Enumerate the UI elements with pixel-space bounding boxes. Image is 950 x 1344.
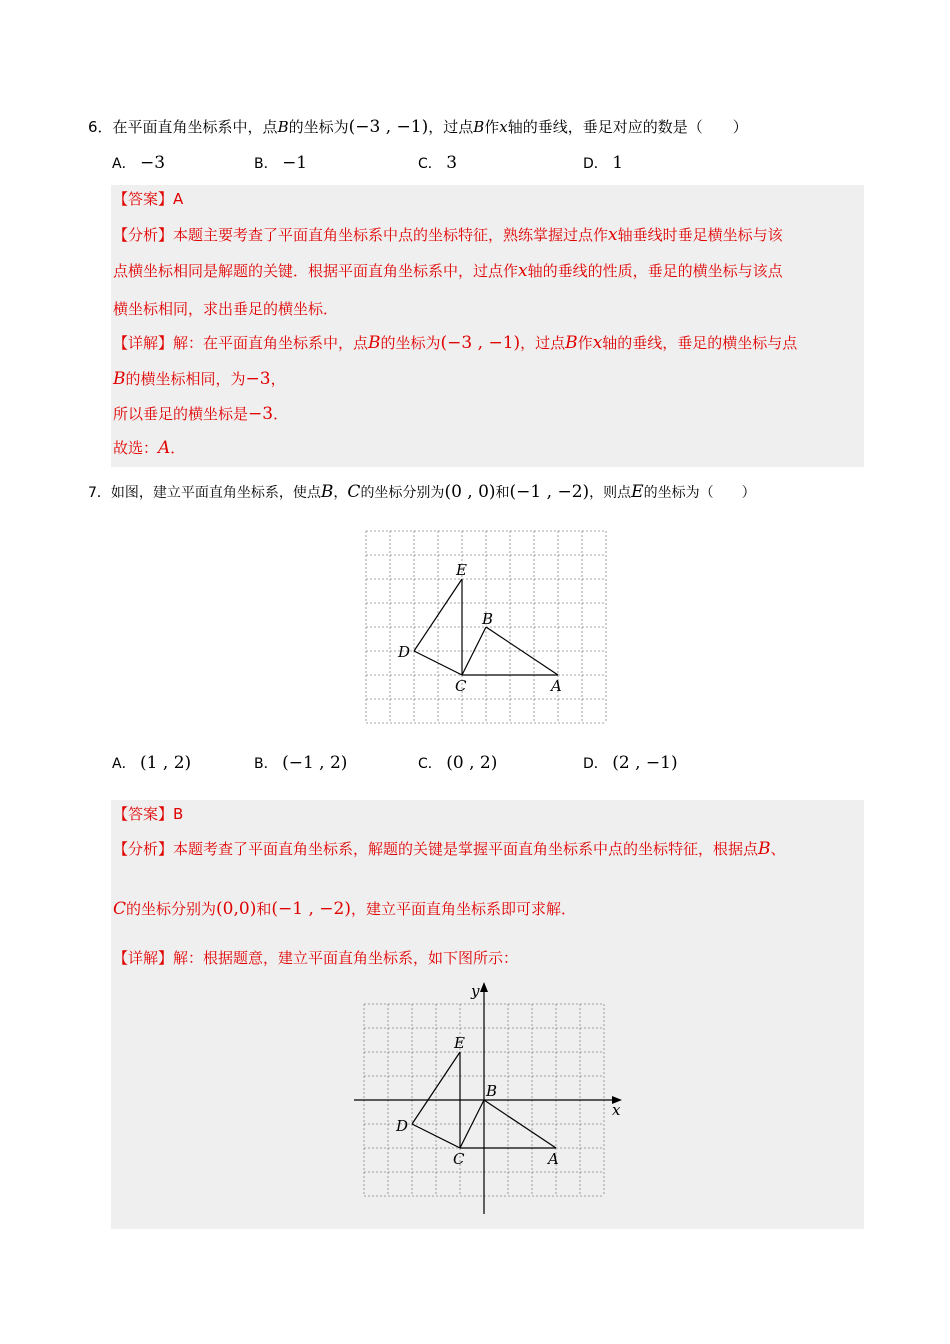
y-axis-arrow bbox=[480, 982, 488, 992]
q6-option-a[interactable]: A． −3 bbox=[112, 153, 166, 173]
label-a: A bbox=[551, 677, 562, 695]
label-a: A bbox=[548, 1150, 559, 1168]
q7-option-c[interactable]: C． (0 , 2) bbox=[418, 753, 498, 773]
q7-answer: 【答案】B bbox=[113, 805, 184, 823]
q6-number: 6． bbox=[88, 118, 113, 136]
q7-detail-line1: 【详解】解：根据题意，建立平面直角坐标系，如下图所示： bbox=[113, 949, 519, 967]
label-c: C bbox=[453, 1150, 465, 1168]
q6-analysis-line1: 【分析】本题主要考查了平面直角坐标系中点的坐标特征，熟练掌握过点作x轴垂线时垂足横坐标与该 bbox=[113, 225, 783, 245]
q7-analysis-line2: C的坐标分别为(0,0)和(−1 , −2)，建立平面直角坐标系即可求解． bbox=[113, 899, 576, 919]
q6-analysis-line2: 点横坐标相同是解题的关键．根据平面直角坐标系中，过点作x轴的垂线的性质，垂足的横坐标与该点 bbox=[113, 261, 783, 281]
q7-option-b[interactable]: B． (−1 , 2) bbox=[254, 753, 348, 773]
q7-number: 7． bbox=[88, 485, 111, 501]
label-e: E bbox=[456, 561, 467, 579]
label-c: C bbox=[455, 677, 467, 695]
q6-detail-line3: 所以垂足的横坐标是−3． bbox=[113, 404, 289, 424]
label-b: B bbox=[482, 610, 494, 628]
label-d: D bbox=[396, 1117, 409, 1135]
q7-figure bbox=[360, 525, 616, 730]
q6-option-c[interactable]: C． 3 bbox=[418, 153, 458, 173]
q7-option-d[interactable]: D． (2 , −1) bbox=[583, 753, 678, 773]
q7-stem: 7．如图，建立平面直角坐标系，使点B，C的坐标分别为(0 , 0)和(−1 , −2)，则点E的坐标为（ ） bbox=[88, 482, 756, 502]
q6-answer: 【答案】A bbox=[113, 190, 184, 208]
q6-analysis-line3: 横坐标相同，求出垂足的横坐标． bbox=[113, 300, 339, 318]
q6-stem: 6．在平面直角坐标系中，点B的坐标为(−3 , −1)，过点B作x轴的垂线，垂足对应的数是（ ） bbox=[88, 117, 748, 137]
q6-detail-line2: B的横坐标相同，为−3， bbox=[113, 369, 286, 389]
q6-detail-line4: 故选：A． bbox=[113, 438, 186, 458]
q7-coordinate-c: (−1 , −2) bbox=[509, 482, 590, 502]
q6-detail-line1: 【详解】解：在平面直角坐标系中，点B的坐标为(−3 , −1)，过点B作x轴的垂线，垂足的横坐标与点 bbox=[113, 333, 798, 353]
label-d: D bbox=[398, 643, 411, 661]
q6-option-b[interactable]: B． −1 bbox=[254, 153, 308, 173]
label-b: B bbox=[486, 1082, 498, 1100]
q7-coordinate-b: (0 , 0) bbox=[444, 482, 496, 502]
q7-option-a[interactable]: A． (1 , 2) bbox=[112, 753, 192, 773]
q6-option-d[interactable]: D． 1 bbox=[583, 153, 624, 173]
label-e: E bbox=[454, 1034, 465, 1052]
q7-solution-figure bbox=[350, 978, 630, 1218]
axis-label-x: x bbox=[612, 1101, 621, 1119]
q6-coordinate: (−3 , −1) bbox=[348, 117, 429, 137]
axis-label-y: y bbox=[471, 982, 480, 1000]
q7-analysis-line1: 【分析】本题考查了平面直角坐标系，解题的关键是掌握平面直角坐标系中点的坐标特征，根据点B、 bbox=[113, 839, 786, 859]
